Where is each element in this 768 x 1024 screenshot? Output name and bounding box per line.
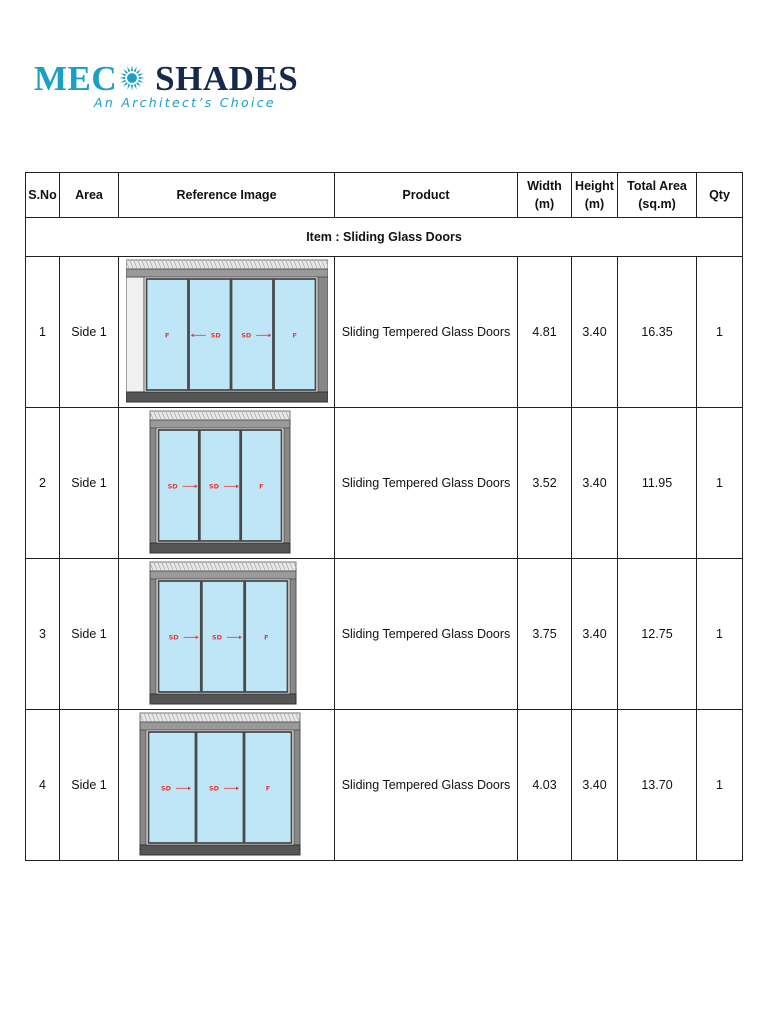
- sun-icon: [118, 64, 146, 92]
- cell-product: Sliding Tempered Glass Doors: [335, 710, 518, 861]
- panel-label: F: [258, 482, 264, 491]
- door-drawing: [126, 258, 328, 406]
- header-area: Area: [60, 173, 119, 218]
- door-drawing: [126, 409, 328, 557]
- cell-sno: 3: [26, 559, 60, 710]
- table-header-row: [26, 173, 743, 218]
- section-title: Item : Sliding Glass Doors: [26, 218, 743, 257]
- cell-reference-image: [119, 408, 335, 559]
- table-row: [26, 710, 743, 861]
- cell-product: Sliding Tempered Glass Doors: [335, 408, 518, 559]
- cell-qty: 1: [697, 257, 743, 408]
- logo-wordmark: [34, 60, 298, 98]
- panel-label: SD: [168, 633, 179, 642]
- door-drawing: [126, 560, 328, 708]
- panel-label: SD: [211, 633, 222, 642]
- cell-height: 3.40: [572, 559, 618, 710]
- section-title-row: [26, 218, 743, 257]
- cell-qty: 1: [697, 408, 743, 559]
- cell-qty: 1: [697, 559, 743, 710]
- header-total-area: Total Area (sq.m): [618, 173, 697, 218]
- panel-label: SD: [160, 784, 171, 793]
- cell-area: Side 1: [60, 710, 119, 861]
- header-height: Height (m): [572, 173, 618, 218]
- cell-height: 3.40: [572, 408, 618, 559]
- cell-reference-image: [119, 710, 335, 861]
- cell-total-area: 12.75: [618, 559, 697, 710]
- panel-label: F: [263, 633, 269, 642]
- table-row: [26, 257, 743, 408]
- cell-reference-image: [119, 559, 335, 710]
- cell-total-area: 13.70: [618, 710, 697, 861]
- quotation-table: [25, 172, 743, 861]
- cell-sno: 1: [26, 257, 60, 408]
- panel-label: F: [292, 331, 297, 340]
- cell-area: Side 1: [60, 408, 119, 559]
- cell-height: 3.40: [572, 257, 618, 408]
- panel-label: SD: [210, 331, 221, 340]
- cell-total-area: 16.35: [618, 257, 697, 408]
- panel-label: SD: [167, 482, 178, 491]
- cell-height: 3.40: [572, 710, 618, 861]
- cell-width: 3.52: [518, 408, 572, 559]
- panel-label: SD: [240, 331, 251, 340]
- company-logo: [34, 60, 314, 112]
- cell-product: Sliding Tempered Glass Doors: [335, 559, 518, 710]
- logo-shades-text: SHADES: [155, 59, 299, 98]
- panel-label: F: [164, 331, 169, 340]
- panel-label: SD: [208, 482, 219, 491]
- cell-area: Side 1: [60, 559, 119, 710]
- cell-width: 4.81: [518, 257, 572, 408]
- cell-product: Sliding Tempered Glass Doors: [335, 257, 518, 408]
- cell-reference-image: [119, 257, 335, 408]
- panel-label: F: [265, 784, 270, 793]
- table-row: [26, 559, 743, 710]
- cell-width: 4.03: [518, 710, 572, 861]
- table-row: [26, 408, 743, 559]
- panel-label: SD: [208, 784, 219, 793]
- cell-sno: 4: [26, 710, 60, 861]
- header-sno: S.No: [26, 173, 60, 218]
- cell-sno: 2: [26, 408, 60, 559]
- cell-qty: 1: [697, 710, 743, 861]
- door-drawing: [126, 711, 328, 859]
- logo-meco-text: MEC: [34, 59, 118, 98]
- cell-area: Side 1: [60, 257, 119, 408]
- header-qty: Qty: [697, 173, 743, 218]
- cell-width: 3.75: [518, 559, 572, 710]
- header-reference-image: Reference Image: [119, 173, 335, 218]
- cell-total-area: 11.95: [618, 408, 697, 559]
- header-product: Product: [335, 173, 518, 218]
- header-width: Width (m): [518, 173, 572, 218]
- logo-tagline: An Architect’s Choice: [94, 95, 276, 110]
